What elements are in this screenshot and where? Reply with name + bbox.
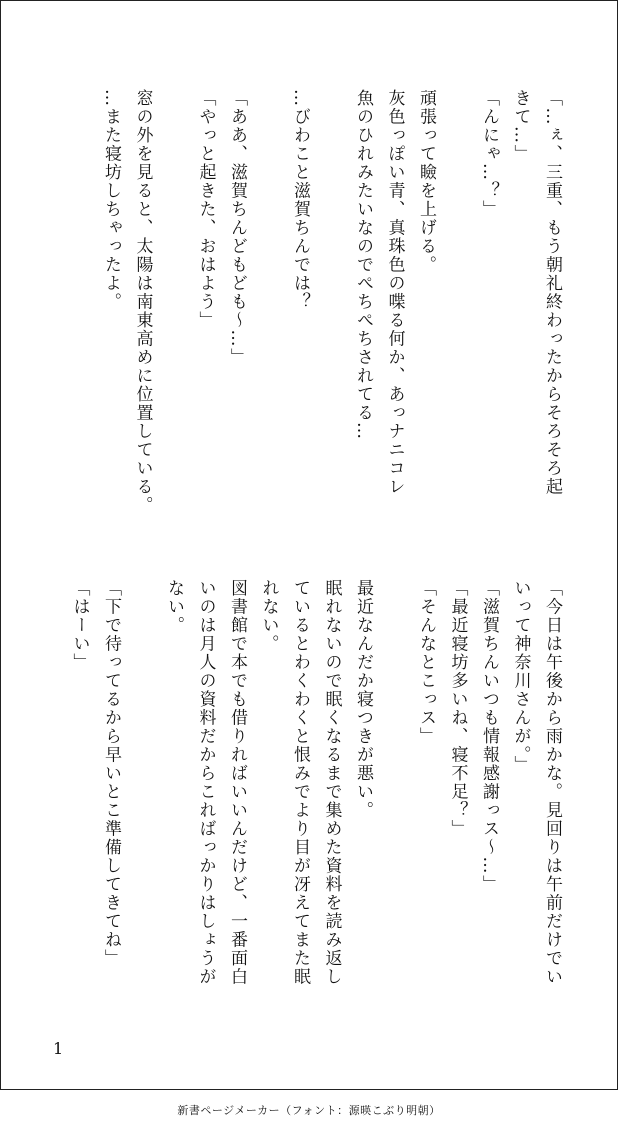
text-line: 頑張って瞼を上げる。 (416, 89, 436, 274)
text-line: いのは月人の資料だからこればっかりはしょうが (195, 579, 216, 986)
text-line: …また寝坊しちゃったよ。 (101, 89, 121, 311)
text-line: 「下で待ってるから早いとこ準備してきてね」 (101, 579, 121, 968)
text-line: 「はーい」 (69, 579, 90, 672)
text-line: 「…ぇ、三重、もう朝礼終わったからそろそろ起 (542, 89, 562, 496)
text-line: きて…」 (510, 89, 531, 163)
text-line: 「やっと起きた、おはよう」 (195, 89, 216, 330)
text-line: れない。 (258, 579, 279, 653)
text-line: ているとわくわくと恨みでより目が冴えてまた眠 (290, 579, 310, 986)
footer-caption: 新書ページメーカー（フォント：源暎こぶり明朝） (177, 1104, 441, 1117)
text-line: 眠れないので眠くなるまで集めた資料を読み返し (321, 579, 342, 986)
text-line: 「滋賀ちんいつも情報感謝っス〜…」 (479, 579, 499, 894)
text-line: 魚のひれみたいなのでぺちぺちされてる… (353, 89, 373, 441)
text-line: 窓の外を見ると、太陽は南東高めに位置している。 (132, 89, 153, 515)
text-line: 「最近寝坊多いね、寝不足？」 (447, 579, 468, 838)
text-line: 「ああ、滋賀ちんどもども〜…」 (227, 89, 247, 367)
text-line: 図書館で本でも借りればいいんだけど、一番面白 (227, 579, 247, 986)
page-number: 1 (53, 1039, 64, 1058)
text-line: 「今日は午後から雨かな。見回りは午前だけでい (542, 579, 562, 986)
text-line: 「んにゃ…？」 (479, 89, 499, 219)
text-line: 「そんなとこっス」 (416, 579, 436, 746)
text-line: …びわこと滋賀ちんでは？ (290, 89, 310, 311)
text-line: いって神奈川さんが。」 (510, 579, 531, 774)
text-line: 最近なんだか寝つきが悪い。 (353, 579, 373, 820)
text-line: 灰色っぽい青、真珠色の喋る何か、あっナニコレ (384, 89, 405, 496)
text-line: ない。 (164, 579, 184, 635)
